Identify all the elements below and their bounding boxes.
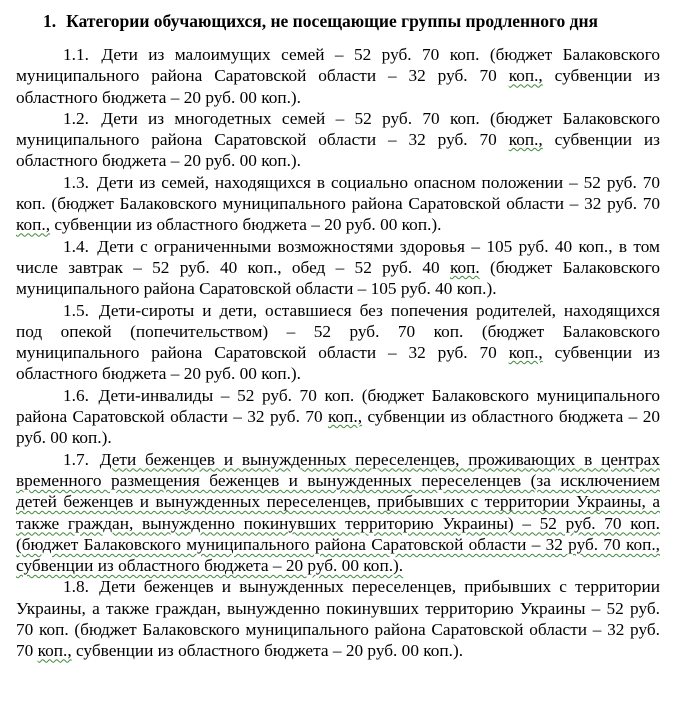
item-text: субвенции из областного бюджета – 20 руб. 00 коп.). bbox=[16, 343, 660, 384]
spellcheck-mark: коп., bbox=[37, 641, 72, 661]
list-item-1-1 bbox=[16, 44, 660, 108]
item-text: Дети-инвалиды – 52 руб. 70 коп. (бюджет Балаковского муниципального района Саратовской области – 32 руб. 70 bbox=[16, 385, 660, 427]
item-number: 1.8. bbox=[63, 577, 89, 597]
item-number: 1.7. bbox=[63, 449, 89, 469]
section-heading bbox=[16, 10, 660, 32]
item-number: 1.4. bbox=[63, 236, 89, 256]
spellcheck-mark: коп., bbox=[328, 407, 363, 427]
spellcheck-mark: коп., bbox=[16, 215, 51, 235]
item-number: 1.1. bbox=[63, 45, 89, 64]
item-text: Дети из малоимущих семей – 52 руб. 70 коп. (бюджет Балаковского муниципального района Саратовской области – 32 руб. 70 bbox=[16, 45, 660, 86]
item-text: Дети из семей, находящихся в социально опасном положении – 52 руб. 70 коп. (бюджет Балаковского муниципального района Саратовской области – 32 руб. 70 bbox=[16, 172, 660, 214]
section-number: 1. bbox=[43, 11, 57, 31]
item-text: субвенции из областного бюджета – 20 руб. 00 коп.). bbox=[16, 66, 660, 107]
item-text: субвенции из областного бюджета – 20 руб. 00 коп.). bbox=[16, 407, 660, 448]
section-title: Категории обучающихся, не посещающие группы продленного дня bbox=[66, 11, 599, 31]
list-item-1-4 bbox=[16, 236, 660, 300]
item-number: 1.6. bbox=[63, 385, 89, 405]
spellcheck-mark: коп., bbox=[508, 66, 543, 86]
item-number: 1.5. bbox=[63, 300, 89, 320]
item-text: Дети беженцев и вынужденных переселенцев, прибывших с территории Украины, а также граждан, вынужденно покинувших территорию Украины – 52 руб. 70 коп. (бюджет Балаковского муниципального района Саратовской области – 32 руб. 70 bbox=[16, 577, 660, 661]
list-item-1-2 bbox=[16, 108, 660, 172]
item-text: субвенции из областного бюджета – 20 руб. 00 коп.). bbox=[71, 641, 464, 661]
list-item-1-3 bbox=[16, 172, 660, 236]
list-item-1-5 bbox=[16, 300, 660, 385]
item-text-spellcheck-marked: Дети беженцев и вынужденных переселенцев, проживающих в центрах временного размещения беженцев и вынужденных переселенцев (за исключением детей беженцев и вынужденных переселенцев, прибывших с территории Украины, а также граждан, вынужденно покинувших территорию Украины) – 52 руб. 70 коп. (бюджет Балаковского муниципального района Саратовской области – 32 руб. 70 коп., субвенции из областного бюджета – 20 руб. 00 коп.). bbox=[16, 449, 660, 576]
item-text: Дети с ограниченными возможностями здоровья – 105 руб. 40 коп., в том числе завтрак – 52 руб. 40 коп., обед – 52 руб. 40 bbox=[16, 236, 660, 277]
item-text: субвенции из областного бюджета – 20 руб. 00 коп.). bbox=[16, 130, 660, 171]
item-text: Дети из многодетных семей – 52 руб. 70 коп. (бюджет Балаковского муниципального района Саратовской области – 32 руб. 70 bbox=[16, 108, 660, 150]
item-number: 1.3. bbox=[63, 172, 89, 192]
spellcheck-mark: коп., bbox=[508, 343, 543, 363]
item-text: (бюджет Балаковского муниципального района Саратовской области – 105 руб. 40 коп.). bbox=[16, 257, 660, 299]
spellcheck-mark: коп. bbox=[449, 257, 480, 277]
list-item-1-6 bbox=[16, 385, 660, 449]
spellcheck-mark: коп., bbox=[508, 130, 543, 150]
item-text: субвенции из областного бюджета – 20 руб. 00 коп.). bbox=[50, 215, 442, 235]
list-item-1-8 bbox=[16, 576, 660, 661]
list-item-1-7 bbox=[16, 449, 660, 577]
item-text: Дети-сироты и дети, оставшиеся без попечения родителей, находящихся под опекой (попечительством) – 52 руб. 70 коп. (бюджет Балаковского муниципального района Саратовской области – 32 руб. 70 bbox=[16, 300, 660, 363]
item-number: 1.2. bbox=[63, 108, 89, 128]
